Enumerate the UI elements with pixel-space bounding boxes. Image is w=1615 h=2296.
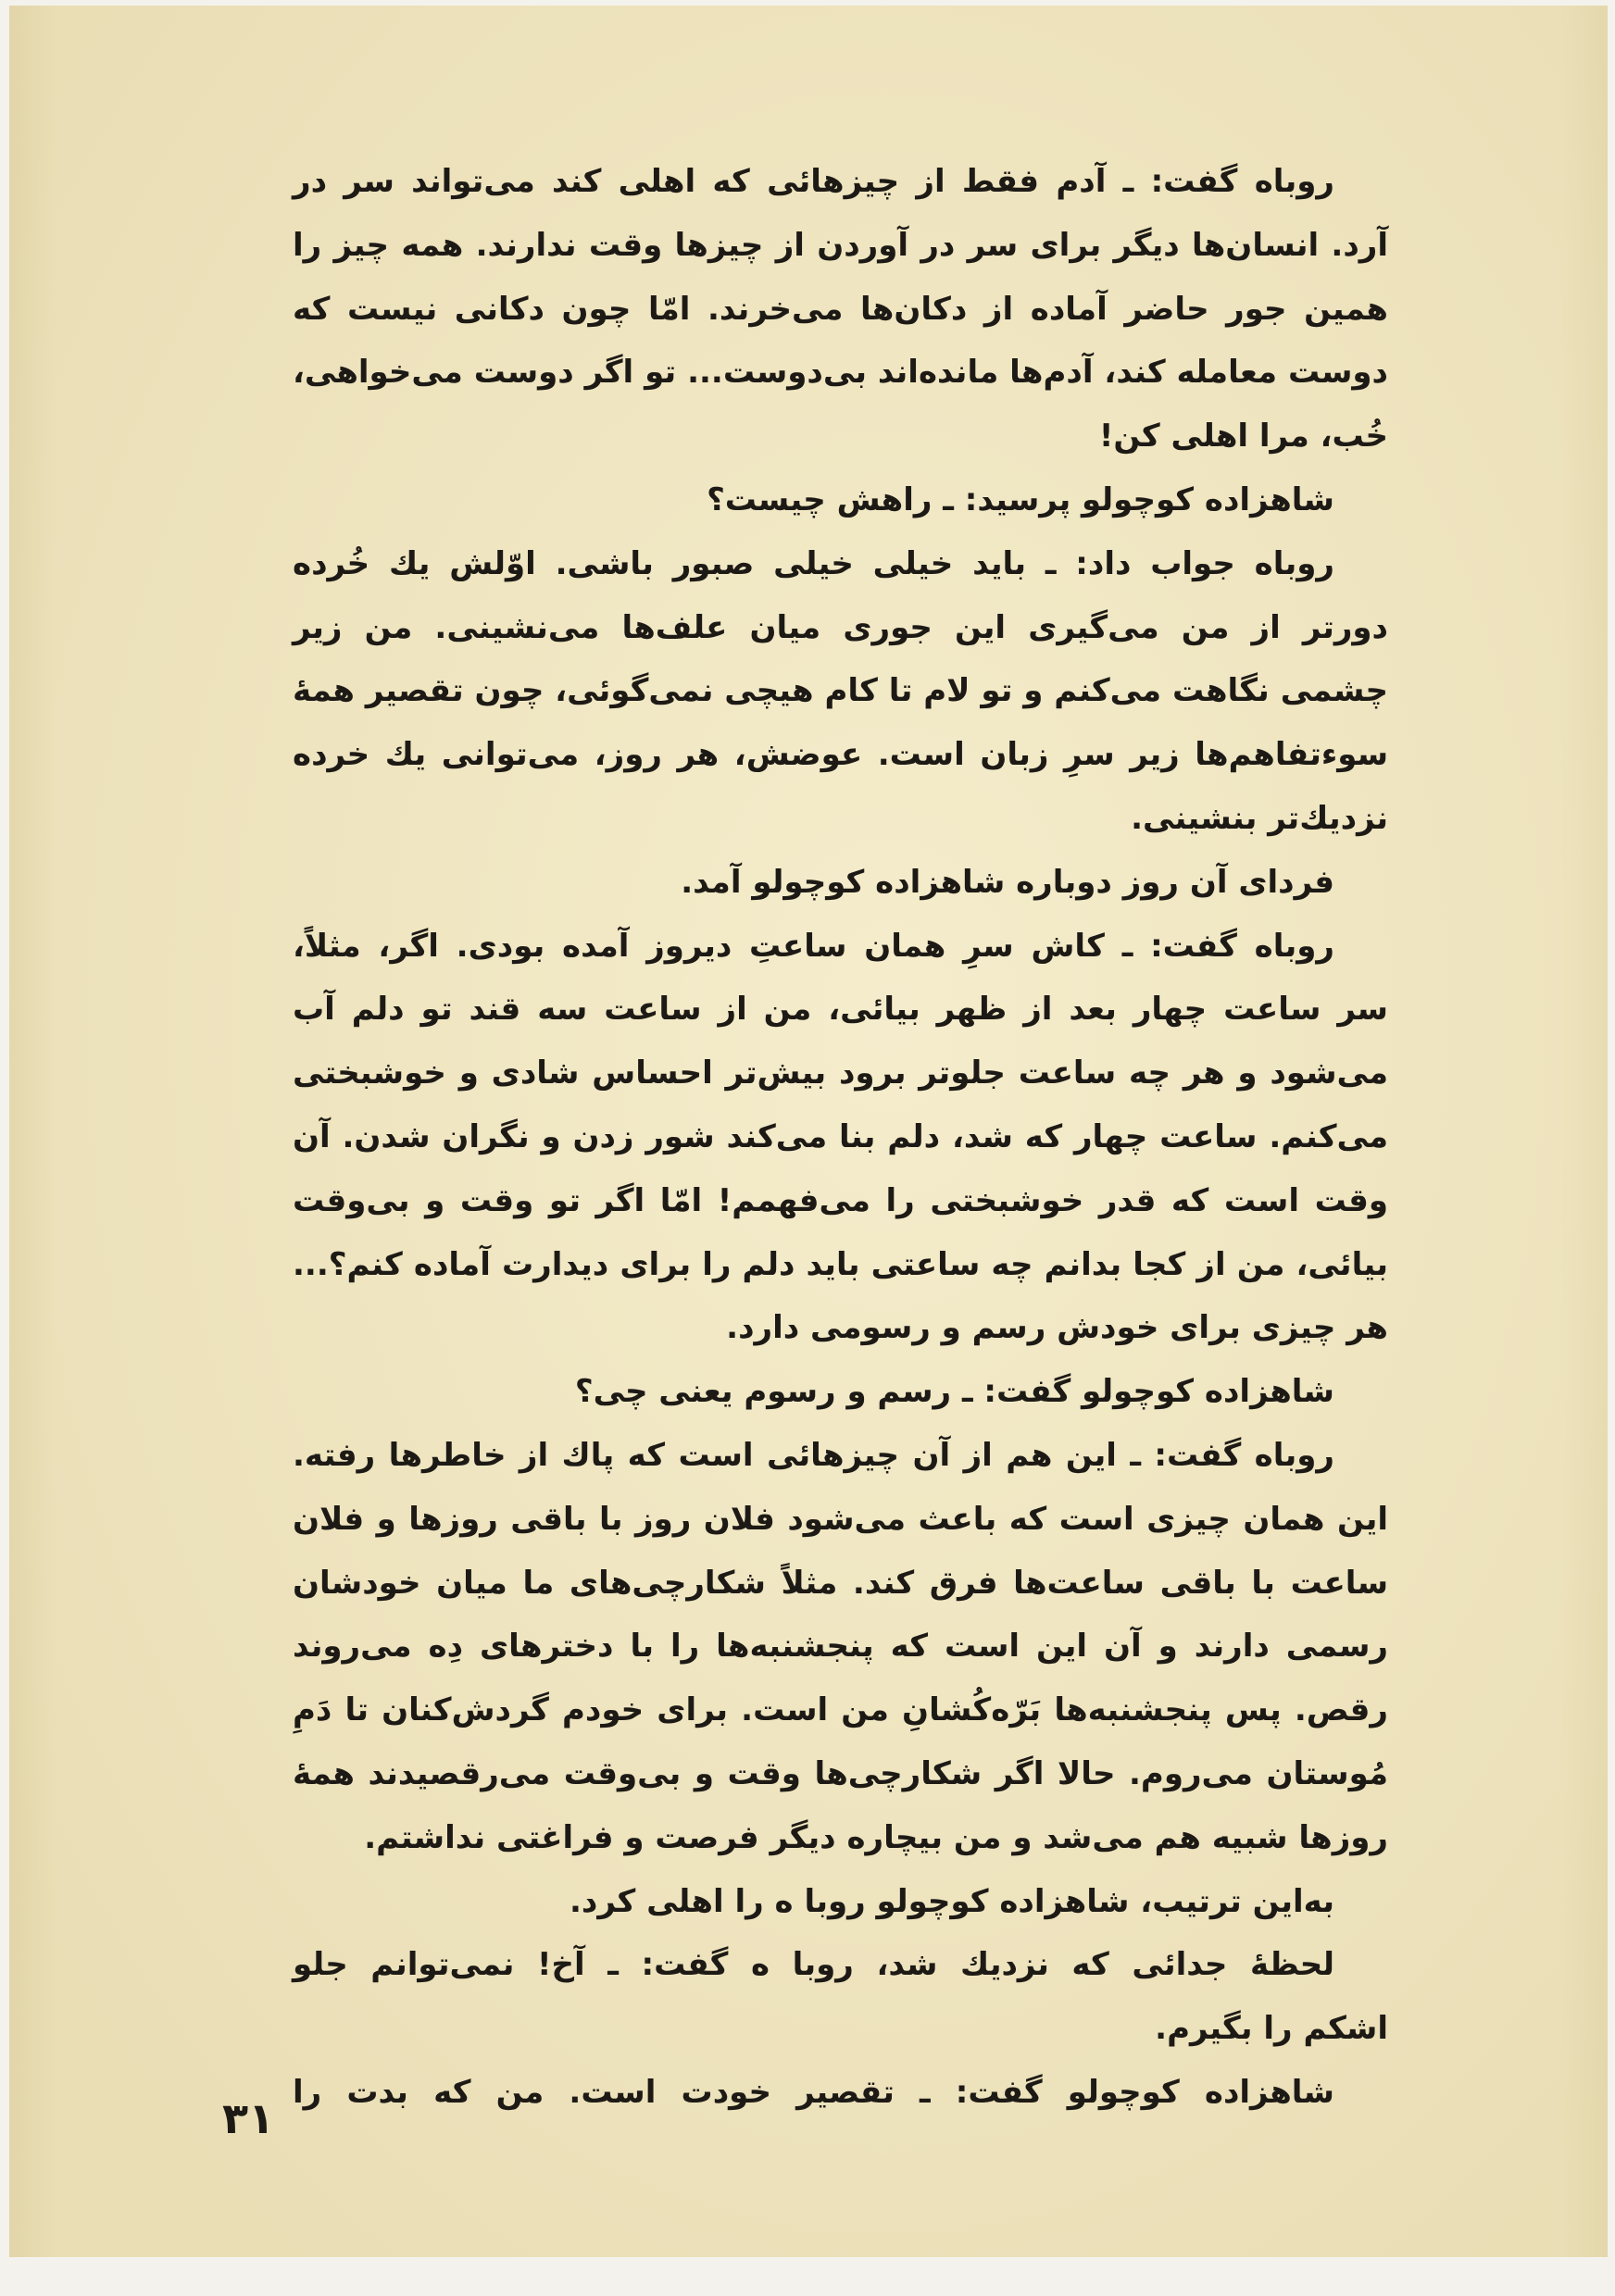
text-line: دوست معامله کند، آدم‌ها مانده‌اند بی‌دوست... تو اگر دوست می‌خواهی،	[293, 354, 1388, 392]
text-line: لحظهٔ جدائی که نزدیك شد، روبا ه گفت: ـ آخ! نمی‌توانم جلو	[293, 1946, 1334, 1984]
text-block	[293, 150, 1388, 2125]
text-line: روباه گفت: ـ کاش سرِ همان ساعتِ دیروز آمده بودی. اگر، مثلاً،	[293, 927, 1334, 965]
paragraph	[293, 915, 1388, 1361]
text-line: رسمی دارند و آن این است که پنجشنبه‌ها را با دخترهای دِه می‌روند	[293, 1628, 1388, 1666]
text-line: اشکم را بگیرم.	[1155, 2010, 1388, 2048]
text-line: روباه گفت: ـ این هم از آن چیزهائی است که پاك از خاطرها رفته.	[293, 1436, 1334, 1474]
text-line: سوءتفاهم‌ها زیر سرِ زبان است. عوضش، هر روز، می‌توانی یك خرده	[293, 736, 1388, 774]
text-line: روباه گفت: ـ آدم فقط از چیزهائی که اهلی کند می‌تواند سر در	[293, 163, 1334, 200]
text-line: آرد. انسان‌ها دیگر برای سر در آوردن از چیزها وقت ندارند. همه چیز را	[293, 226, 1388, 264]
paragraph	[293, 851, 1388, 915]
text-line: مُوستان می‌روم. حالا اگر شکارچی‌ها وقت و بی‌وقت می‌رقصیدند همهٔ	[293, 1754, 1388, 1792]
text-line: خُب، مرا اهلی کن!	[1098, 418, 1388, 455]
text-line: شاهزاده کوچولو گفت: ـ تقصیر خودت است. من که بدت را	[293, 2073, 1334, 2111]
page-number: ۳۱	[222, 2093, 275, 2143]
text-line: همین جور حاضر آماده از دکان‌ها می‌خرند. امّا چون دکانی نیست که	[293, 290, 1388, 328]
text-line: دورتر از من می‌گیری این جوری میان علف‌ها می‌نشینی. من زیر	[293, 608, 1388, 646]
text-line: روباه جواب داد: ـ باید خیلی خیلی صبور باشی. اوّلش یك خُرده	[293, 544, 1334, 582]
text-line: بیائی، من از کجا بدانم چه ساعتی باید دلم را برای دیدارت آماده کنم؟...	[293, 1245, 1388, 1283]
book-page	[9, 6, 1608, 2257]
text-line: نزدیك‌تر بنشینی.	[1131, 799, 1388, 837]
text-line: روزها شبیه هم می‌شد و من بیچاره دیگر فرصت و فراغتی نداشتم.	[364, 1818, 1388, 1856]
text-line: وقت است که قدر خوشبختی را می‌فهمم! امّا اگر تو وقت و بی‌وقت	[293, 1181, 1388, 1219]
text-line: ساعت با باقی ساعت‌ها فرق کند. مثلاً شکارچی‌های ما میان خودشان	[293, 1564, 1388, 1602]
text-line: چشمی نگاهت می‌کنم و تو لام تا کام هیچی نمی‌گوئی، چون تقصیر همهٔ	[293, 672, 1388, 710]
paragraph	[293, 1870, 1388, 1934]
paragraph	[293, 150, 1388, 468]
text-line: هر چیزی برای خودش رسم و رسومی دارد.	[726, 1309, 1388, 1347]
text-line: سر ساعت چهار بعد از ظهر بیائی، من از ساعت سه قند تو دلم آب	[293, 991, 1388, 1029]
paragraph	[293, 1424, 1388, 1870]
paragraph	[293, 468, 1388, 532]
text-line: شاهزاده کوچولو پرسید: ـ راهش چیست؟	[707, 480, 1334, 518]
paragraph	[293, 532, 1388, 851]
text-line: فردای آن روز دوباره شاهزاده کوچولو آمد.	[681, 863, 1334, 901]
text-line: می‌کنم. ساعت چهار که شد، دلم بنا می‌کند شور زدن و نگران شدن. آن	[293, 1117, 1388, 1155]
text-line: شاهزاده کوچولو گفت: ـ رسم و رسوم یعنی چی؟	[574, 1373, 1334, 1411]
paragraph	[293, 1933, 1388, 2061]
paragraph	[293, 1360, 1388, 1424]
text-line: این همان چیزی است که باعث می‌شود فلان روز با باقی روزها و فلان	[293, 1500, 1388, 1538]
paragraph	[293, 2061, 1388, 2125]
text-line: به‌این ترتیب، شاهزاده کوچولو روبا ه را اهلی کرد.	[570, 1882, 1334, 1920]
text-line: رقص. پس پنجشنبه‌ها بَرّه‌کُشانِ من است. برای خودم گردش‌کنان تا دَمِ	[293, 1691, 1388, 1729]
text-line: می‌شود و هر چه ساعت جلوتر برود بیش‌تر احساس شادی و خوشبختی	[293, 1054, 1388, 1092]
